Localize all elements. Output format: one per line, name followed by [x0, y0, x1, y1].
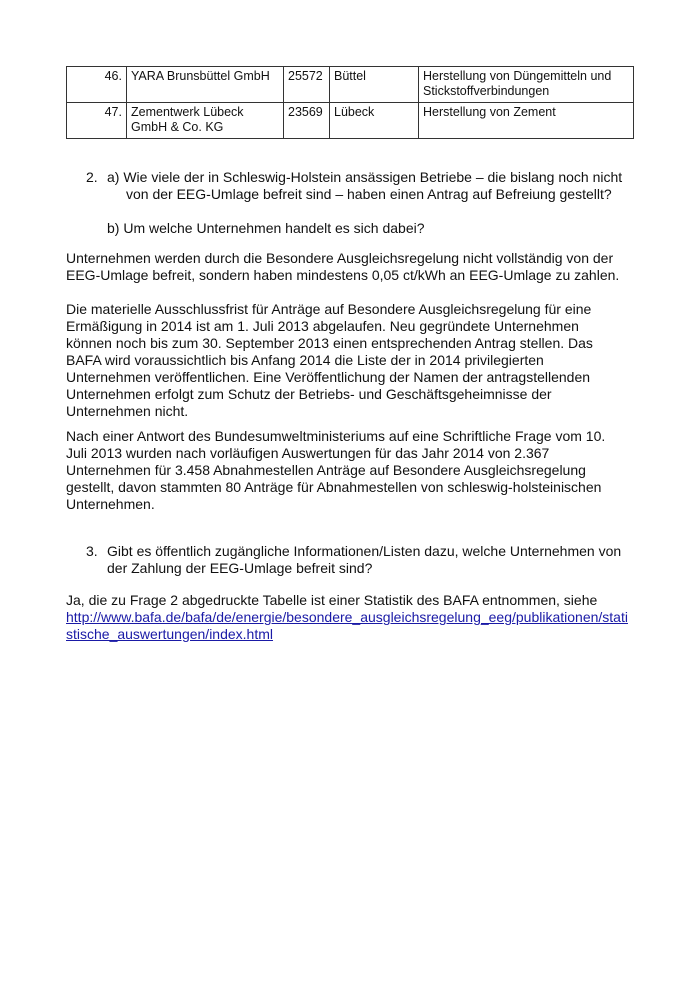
- question-3-line: Gibt es öffentlich zugängliche Informationen/Listen dazu, welche Unternehmen von: [107, 543, 622, 559]
- city: Lübeck: [330, 103, 419, 139]
- row-number: 46.: [67, 67, 127, 103]
- answer-paragraph-1: Unternehmen werden durch die Besondere Ausgleichsregelung nicht vollständig von der EEG-Umlage befreit, sondern haben mindestens 0,05 ct/kWh an EEG-Umlage zu zahlen.: [66, 250, 620, 283]
- postal-code: 23569: [284, 103, 330, 139]
- bafa-statistics-link[interactable]: http://www.bafa.de/bafa/de/energie/besondere_ausgleichsregelung_eeg/publikationen/stati stische_auswertungen/index.html: [66, 609, 628, 642]
- table-row: [67, 67, 634, 103]
- answer-3-text: Ja, die zu Frage 2 abgedruckte Tabelle ist einer Statistik des BAFA entnommen, siehe: [66, 592, 598, 608]
- question-2: [86, 169, 636, 203]
- question-number: 3.: [86, 543, 98, 559]
- business-description: Herstellung von Zement: [419, 103, 634, 139]
- question-2a-line: a) Wie viele der in Schleswig-Holstein ansässigen Betriebe – die bislang noch nicht: [107, 169, 623, 185]
- question-number: 2.: [86, 169, 98, 185]
- business-description: Herstellung von Düngemitteln und Stickstoffverbindungen: [419, 67, 634, 103]
- question-2b-text: b) Um welche Unternehmen handelt es sich dabei?: [107, 220, 425, 236]
- city: Büttel: [330, 67, 419, 103]
- company-table: [66, 66, 634, 139]
- answer-paragraph-2: Die materielle Ausschlussfrist für Anträge auf Besondere Ausgleichsregelung für eine Ermäßigung in 2014 ist am 1. Juli 2013 abgelaufen. Neu gegründete Unternehmen können noch bis zum 30. September 2013 einen entsprechenden Antrag stellen. Das BAFA wird voraussichtlich bis Anfang 2014 die Liste der in 2014 privilegierten Unternehmen veröffentlichen. Eine Veröffentlichung der Namen der antragstellenden Unternehmen erfolgt zum Schutz der Betriebs- und Geschäftsgeheimnisse der Unternehmen nicht.: [66, 301, 593, 419]
- postal-code: 25572: [284, 67, 330, 103]
- question-3: [86, 543, 636, 577]
- table-row: [67, 103, 634, 139]
- company-name: YARA Brunsbüttel GmbH: [127, 67, 284, 103]
- answer-paragraph-4: [66, 592, 636, 643]
- row-number: 47.: [67, 103, 127, 139]
- question-2a-line: von der EEG-Umlage befreit sind – haben einen Antrag auf Befreiung gestellt?: [126, 186, 612, 202]
- company-name: Zementwerk Lübeck GmbH & Co. KG: [127, 103, 284, 139]
- question-2b: [86, 220, 636, 237]
- question-3-line: der Zahlung der EEG-Umlage befreit sind?: [107, 560, 373, 576]
- answer-paragraph-3: Nach einer Antwort des Bundesumweltministeriums auf eine Schriftliche Frage vom 10. Juli 2013 wurden nach vorläufigen Auswertungen für das Jahr 2014 von 2.367 Unternehmen für 3.458 Abnahmestellen Anträge auf Besondere Ausgleichsregelung gestellt, davon stammten 80 Anträge für Abnahmestellen von schleswig-holsteinischen Unternehmen.: [66, 428, 606, 512]
